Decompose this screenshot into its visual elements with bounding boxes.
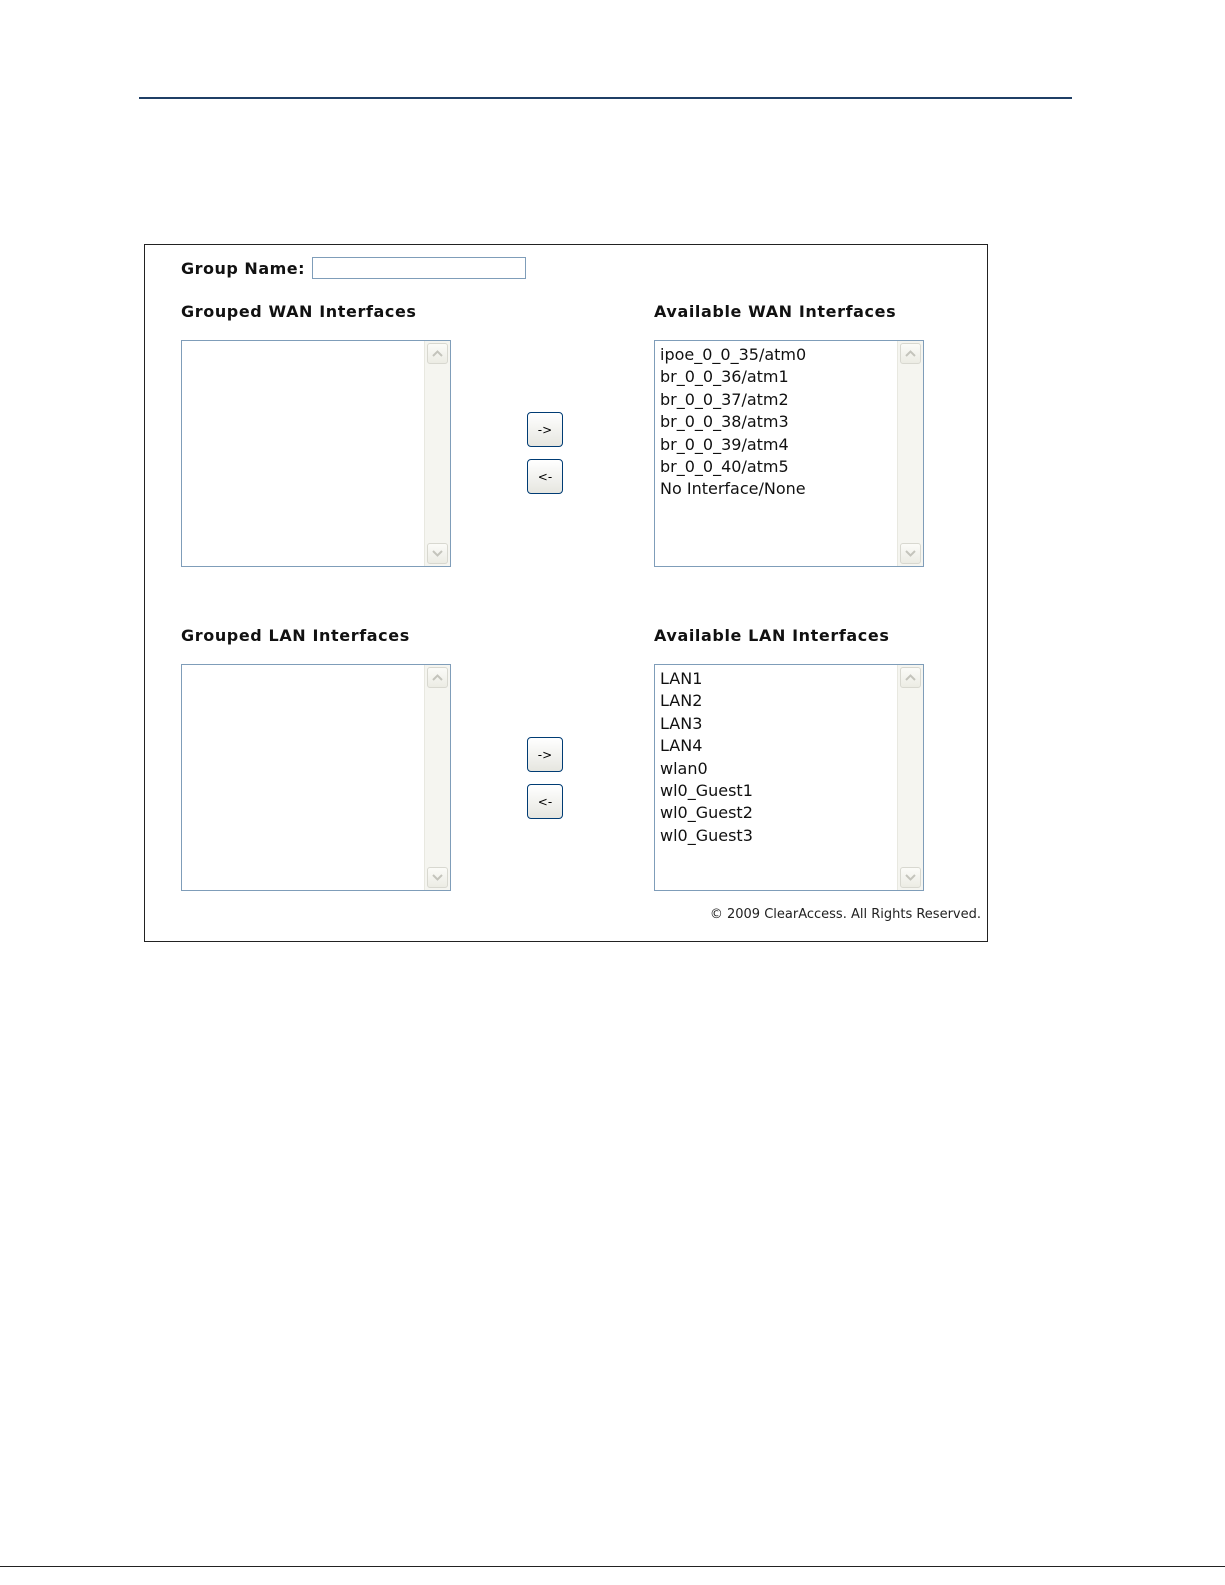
- scrollbar[interactable]: [424, 665, 450, 890]
- list-item[interactable]: wl0_Guest2: [660, 803, 753, 823]
- wan-move-right-button[interactable]: ->: [527, 412, 563, 447]
- list-item[interactable]: br_0_0_37/atm2: [660, 389, 789, 409]
- group-name-label: Group Name:: [181, 259, 306, 278]
- available-lan-title: Available LAN Interfaces: [654, 626, 890, 645]
- footer-rule: [0, 1566, 1225, 1567]
- list-item[interactable]: LAN1: [660, 669, 703, 688]
- available-lan-listbox[interactable]: [654, 664, 924, 891]
- lan-move-left-button[interactable]: <-: [527, 784, 563, 819]
- list-item[interactable]: wlan0: [660, 758, 708, 778]
- list-item[interactable]: LAN4: [660, 736, 703, 756]
- group-name-input[interactable]: [312, 257, 526, 279]
- grouped-lan-listbox[interactable]: [181, 664, 451, 891]
- grouped-wan-listbox[interactable]: [181, 340, 451, 567]
- wan-move-left-button[interactable]: <-: [527, 459, 563, 494]
- list-item[interactable]: br_0_0_38/atm3: [660, 412, 789, 432]
- available-wan-title: Available WAN Interfaces: [654, 302, 897, 321]
- header-rule: [139, 97, 1072, 99]
- available-lan-list: [655, 668, 896, 847]
- copyright-notice: © 2009 ClearAccess. All Rights Reserved.: [709, 907, 981, 922]
- list-item[interactable]: wl0_Guest3: [660, 825, 753, 845]
- chevron-down-icon[interactable]: [427, 543, 448, 564]
- lan-move-right-button[interactable]: ->: [527, 737, 563, 772]
- list-item[interactable]: LAN2: [660, 691, 703, 711]
- chevron-up-icon[interactable]: [900, 343, 921, 364]
- list-item[interactable]: No Interface/None: [660, 479, 806, 499]
- available-wan-listbox[interactable]: [654, 340, 924, 567]
- interface-grouping-panel: [144, 244, 988, 942]
- scrollbar[interactable]: [897, 341, 923, 566]
- grouped-lan-title: Grouped LAN Interfaces: [181, 626, 410, 645]
- available-wan-list: [655, 344, 896, 501]
- chevron-up-icon[interactable]: [427, 343, 448, 364]
- list-item[interactable]: br_0_0_39/atm4: [660, 434, 789, 454]
- scrollbar[interactable]: [424, 341, 450, 566]
- chevron-down-icon[interactable]: [427, 867, 448, 888]
- chevron-up-icon[interactable]: [427, 667, 448, 688]
- list-item[interactable]: ipoe_0_0_35/atm0: [660, 345, 807, 364]
- list-item[interactable]: LAN3: [660, 713, 703, 733]
- chevron-down-icon[interactable]: [900, 543, 921, 564]
- grouped-wan-title: Grouped WAN Interfaces: [181, 302, 417, 321]
- list-item[interactable]: br_0_0_36/atm1: [660, 367, 789, 387]
- chevron-up-icon[interactable]: [900, 667, 921, 688]
- list-item[interactable]: wl0_Guest1: [660, 781, 753, 801]
- scrollbar[interactable]: [897, 665, 923, 890]
- chevron-down-icon[interactable]: [900, 867, 921, 888]
- list-item[interactable]: br_0_0_40/atm5: [660, 457, 789, 477]
